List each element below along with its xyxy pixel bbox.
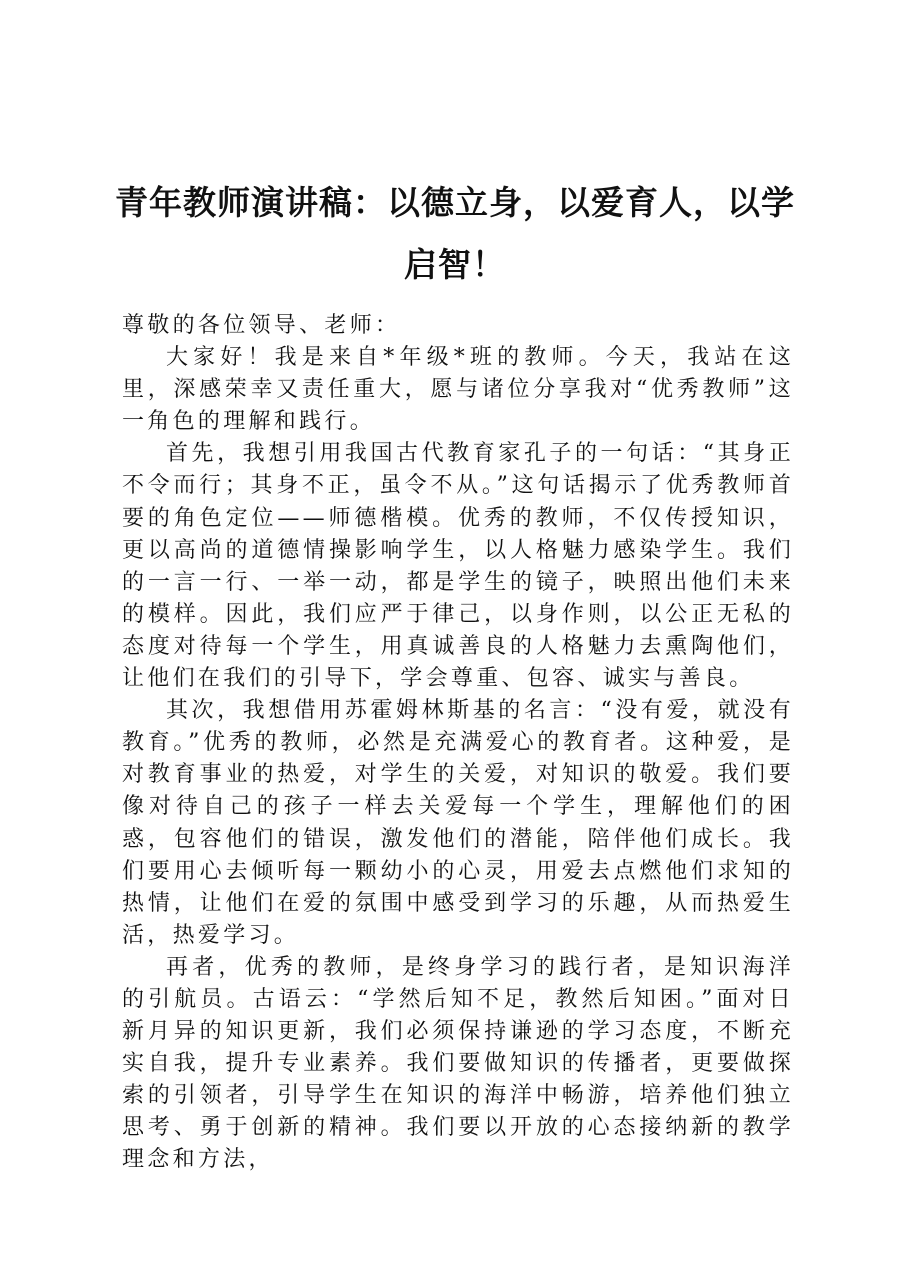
- paragraph-morality: 首先，我想引用我国古代教育家孔子的一句话：“其身正不令而行；其身不正，虽令不从。”这句话揭示了优秀教师首要的角色定位——师德楷模。优秀的教师，不仅传授知识，更以高尚的道德情操影响学生，以人格魅力感染学生。我们的一言一行、一举一动，都是学生的镜子，映照出他们未来的模样。因此，我们应严于律己，以身作则，以公正无私的态度对待每一个学生，用真诚善良的人格魅力去熏陶他们，让他们在我们的引导下，学会尊重、包容、诚实与善良。: [122, 441, 794, 692]
- speech-body: [122, 310, 794, 1177]
- paragraph-love: 其次，我想借用苏霍姆林斯基的名言：“没有爱，就没有教育。”优秀的教师，必然是充满爱心的教育者。这种爱，是对教育事业的热爱，对学生的关爱，对知识的敬爱。我们要像对待自己的孩子一样去关爱每一个学生，理解他们的困惑，包容他们的错误，激发他们的潜能，陪伴他们成长。我们要用心去倾听每一颗幼小的心灵，用爱去点燃他们求知的热情，让他们在爱的氛围中感受到学习的乐趣，从而热爱生活，热爱学习。: [122, 698, 794, 948]
- salutation: 尊敬的各位领导、老师：: [122, 313, 401, 338]
- page-title: 青年教师演讲稿：以德立身，以爱育人，以学启智！: [115, 183, 795, 285]
- paragraph-greeting: 大家好！我是来自*年级*班的教师。今天，我站在这里，深感荣幸又责任重大，愿与诸位分享我对“优秀教师”这一角色的理解和践行。: [122, 345, 794, 435]
- paragraph-learning: 再者，优秀的教师，是终身学习的践行者，是知识海洋的引航员。古语云：“学然后知不足，教然后知困。”面对日新月异的知识更新，我们必须保持谦逊的学习态度，不断充实自我，提升专业素养。我们要做知识的传播者，更要做探索的引领者，引导学生在知识的海洋中畅游，培养他们独立思考、勇于创新的精神。我们要以开放的心态接纳新的教学理念和方法，: [122, 954, 794, 1173]
